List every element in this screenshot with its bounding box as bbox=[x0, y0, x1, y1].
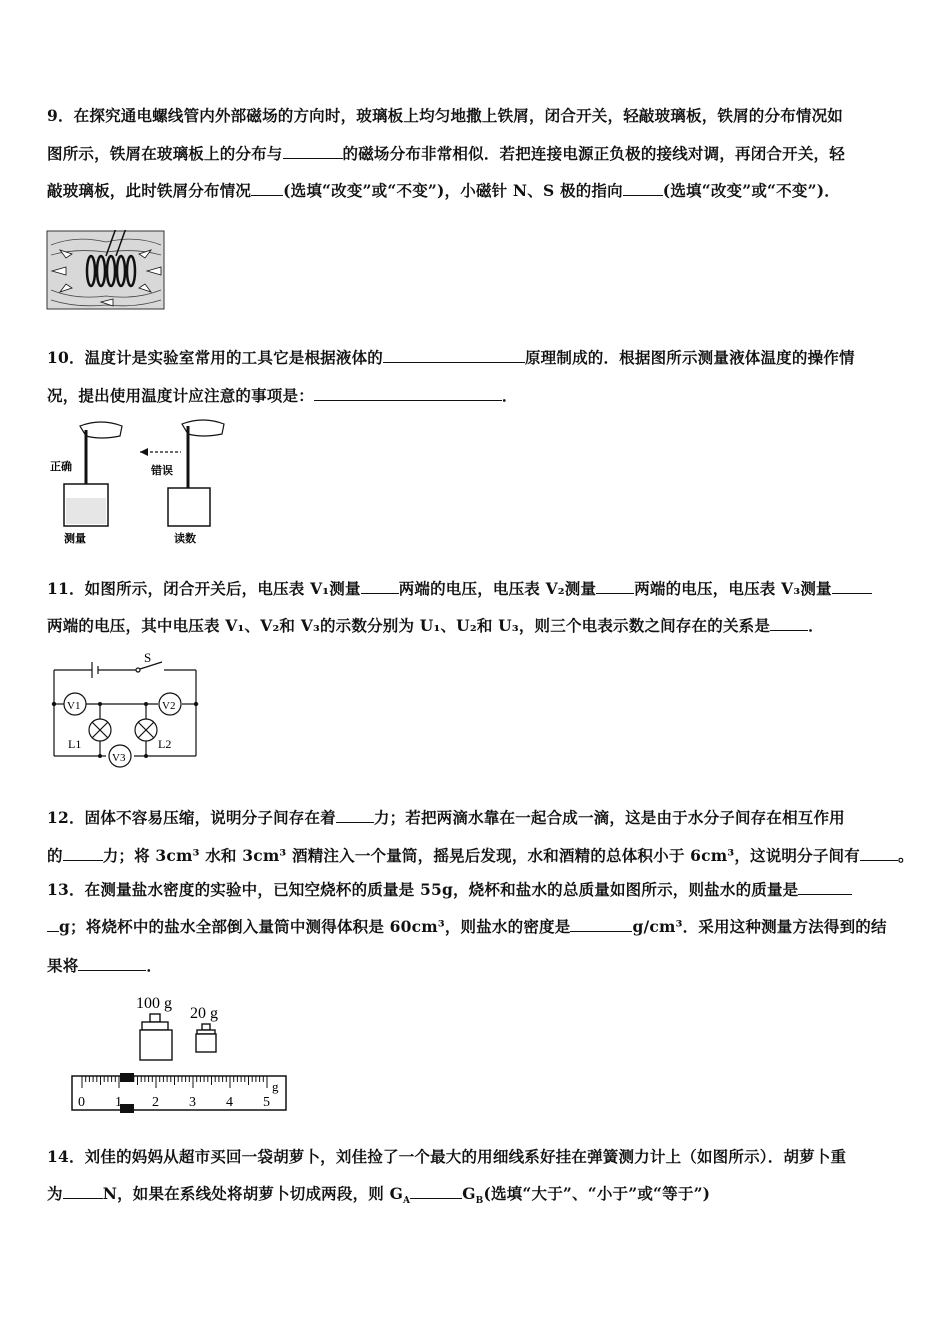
q9-line-1: 9．在探究通电螺线管内外部磁场的方向时，玻璃板上均匀地撒上铁屑，闭合开关，轻敲玻璃板，铁屑的分布情况如 bbox=[47, 106, 843, 125]
l1-label: L1 bbox=[68, 737, 82, 751]
weight-20g-label: 20 g bbox=[190, 1005, 218, 1022]
q11-blank-2[interactable] bbox=[596, 579, 634, 594]
q14-sub-b: B bbox=[475, 1196, 484, 1207]
q10-blank-1[interactable] bbox=[383, 348, 525, 363]
beam-tick-label: 0 bbox=[78, 1095, 85, 1110]
beam-tick-label: 5 bbox=[263, 1095, 270, 1110]
weight-20g bbox=[196, 1024, 216, 1052]
label-correct: 正确 bbox=[50, 460, 72, 473]
solenoid-iron-filings-figure bbox=[46, 230, 166, 310]
weight-100g-label: 100 g bbox=[136, 995, 172, 1012]
label-wrong: 错误 bbox=[151, 464, 173, 477]
beam-unit: g bbox=[272, 1079, 279, 1094]
q12-blank-2[interactable] bbox=[63, 846, 103, 861]
v2-label: V2 bbox=[162, 700, 176, 712]
q9-blank-1[interactable] bbox=[283, 144, 343, 159]
beam-tick-label: 2 bbox=[152, 1095, 159, 1110]
q12-line-1: 12．固体不容易压缩，说明分子间存在着 力；若把两滴水靠在一起合成一滴，这是由于水分子间存在相互作用 bbox=[47, 808, 845, 827]
switch-label: S bbox=[144, 650, 152, 665]
q13-line-3: 果将 ． bbox=[47, 956, 163, 975]
q14-line-2: 为 N，如果在系线处将胡萝卜切成两段，则 $G_A$ $G_B$(选填“大于”、“小于”或“等于”) bbox=[47, 1184, 711, 1207]
q12-blank-1[interactable] bbox=[336, 808, 374, 823]
q11-blank-1[interactable] bbox=[361, 579, 399, 594]
q14-line-1: 14．刘佳的妈妈从超市买回一袋胡萝卜，刘佳捡了一个最大的用细线系好挂在弹簧测力计上（如图所示）．胡萝卜重 bbox=[47, 1147, 847, 1166]
q13-line-1: 13．在测量盐水密度的实验中，已知空烧杯的质量是 55g，烧杯和盐水的总质量如图所示，则盐水的质量是 bbox=[47, 878, 852, 900]
label-read: 读数 bbox=[174, 532, 196, 545]
q9-blank-2[interactable] bbox=[251, 181, 283, 196]
q10-blank-2[interactable] bbox=[314, 386, 502, 401]
v1-label: V1 bbox=[67, 700, 81, 712]
rider-top[interactable] bbox=[120, 1073, 134, 1082]
q9-blank-3[interactable] bbox=[623, 181, 663, 196]
q12-blank-3[interactable] bbox=[860, 846, 898, 861]
q11-line-2: 两端的电压，其中电压表 V₁、V₂和 V₃的示数分别为 U₁、U₂和 U₃，则三个电表示数之间存在的关系是 ． bbox=[47, 616, 824, 635]
q13-blank-1[interactable] bbox=[798, 880, 852, 895]
q13-blank-2[interactable] bbox=[570, 917, 632, 932]
q9-line-2: 图所示，铁屑在玻璃板上的分布与 的磁场分布非常相似．若把连接电源正负极的接线对调，再闭合开关，轻 bbox=[47, 144, 845, 163]
l2-label: L2 bbox=[158, 737, 172, 751]
weight-100g bbox=[140, 1014, 172, 1060]
q12-line-2: 的 力；将 3cm³ 水和 3cm³ 酒精注入一个量筒，摇晃后发现，水和酒精的总体积小于 6cm³，这说明分子间有 。 bbox=[47, 846, 914, 865]
q9-line-3: 敲玻璃板，此时铁屑分布情况 (选填“改变”或“不变”)，小磁针 N、S 极的指向 (选填“改变”或“不变”)． bbox=[47, 181, 840, 200]
q11-blank-3[interactable] bbox=[832, 579, 872, 594]
q14-blank-2[interactable] bbox=[410, 1184, 462, 1199]
v3-label: V3 bbox=[112, 752, 126, 764]
q10-line-1: 10．温度计是实验室常用的工具它是根据液体的 原理制成的．根据图所示测量液体温度的操作情 bbox=[47, 348, 855, 367]
q11-blank-4[interactable] bbox=[770, 616, 808, 631]
q13-blank-1-cont[interactable] bbox=[47, 917, 59, 932]
q13-line-2: g；将烧杯中的盐水全部倒入量筒中测得体积是 60cm³，则盐水的密度是 g/cm³．采用这种测量方法得到的结 bbox=[47, 915, 887, 937]
q14-blank-1[interactable] bbox=[63, 1184, 103, 1199]
thermometer-figure bbox=[46, 418, 231, 548]
q14-sub-a: A bbox=[403, 1196, 411, 1207]
circuit-figure bbox=[46, 648, 206, 773]
rider-bottom[interactable] bbox=[120, 1104, 134, 1113]
q10-line-2: 况，提出使用温度计应注意的事项是： ． bbox=[47, 386, 518, 405]
beam-tick-label: 3 bbox=[189, 1095, 196, 1110]
q13-blank-3[interactable] bbox=[78, 956, 146, 971]
beam-tick-label: 4 bbox=[226, 1095, 233, 1110]
balance-figure bbox=[66, 990, 292, 1114]
label-measure: 测量 bbox=[64, 532, 86, 545]
beam-tick-label: 1 bbox=[115, 1095, 122, 1110]
q11-line-1: 11．如图所示，闭合开关后，电压表 V₁测量 两端的电压，电压表 V₂测量 两端的电压，电压表 V₃测量 bbox=[47, 577, 872, 599]
